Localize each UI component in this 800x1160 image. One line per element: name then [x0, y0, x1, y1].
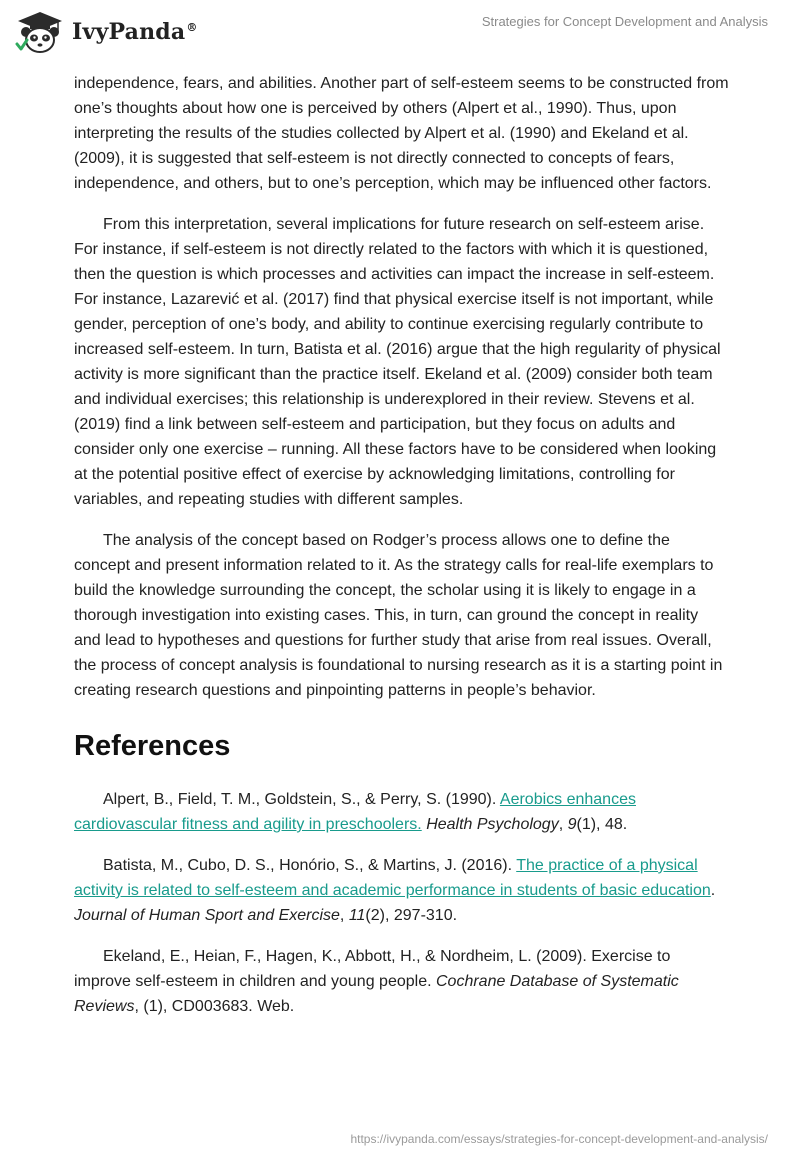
panda-graduate-icon	[14, 10, 66, 54]
source-url: https://ivypanda.com/essays/strategies-for-concept-development-and-analysis/	[350, 1132, 768, 1146]
brand-logo[interactable]	[14, 10, 198, 54]
running-title: Strategies for Concept Development and Analysis	[481, 14, 768, 29]
page-header	[0, 0, 800, 66]
reference-link[interactable]: The practice of a physical activity is related to self-esteem and academic performance in students of basic education	[74, 857, 711, 899]
references-heading: References	[74, 730, 231, 762]
body-paragraph-3: The analysis of the concept based on Rodger’s process allows one to define the concept and present information related to it. As the strategy calls for real-life exemplars to build the knowledge surrounding the concept, the scholar using it is likely to engage in a thorough investigation into existing cases. This, in turn, can ground the concept in reality and lead to hypotheses and questions for further study that arise from real issues. Overall, the process of concept analysis is foundational to nursing research as it is a starting point in creating research questions and pinpointing patterns in people’s behavior.	[74, 532, 723, 699]
body-paragraph-1: independence, fears, and abilities. Another part of self-esteem seems to be constructed from one’s thoughts about how one is perceived by others (Alpert et al., 1990). Thus, upon interpreting the results of the studies collected by Alpert et al. (1990) and Ekeland et al. (2009), it is suggested that self-esteem is not directly connected to concepts of fears, independence, and others, but to one’s perception, which may be influenced other factors.	[74, 75, 729, 192]
brand-name: IvyPanda®	[72, 19, 198, 45]
reference-link[interactable]: Aerobics enhances cardiovascular fitness and agility in preschoolers.	[74, 791, 636, 833]
reference-item: Alpert, B., Field, T. M., Goldstein, S., & Perry, S. (1990). Aerobics enhances cardiovascular fitness and agility in preschoolers. Health Psychology, 9(1), 48.	[74, 791, 636, 833]
essay-content	[74, 71, 729, 1035]
reference-item: Ekeland, E., Heian, F., Hagen, K., Abbott, H., & Nordheim, L. (2009). Exercise to improve self-esteem in children and young people. Cochrane Database of Systematic Reviews, (1), CD003683. Web.	[74, 948, 679, 1015]
body-paragraph-2: From this interpretation, several implications for future research on self-esteem arise. For instance, if self-esteem is not directly related to the factors with which it is questioned, then the question is which processes and activities can impact the increase in self-esteem. For instance, Lazarević et al. (2017) find that physical exercise itself is not important, while gender, perception of one’s body, and ability to continue exercising regularly contribute to increased self-esteem. In turn, Batista et al. (2016) argue that the high regularity of physical activity is more significant than the practice itself. Ekeland et al. (2009) consider both team and individual exercises; this relationship is underexplored in their review. Stevens et al. (2019) find a link between self-esteem and participation, but they focus on adults and consider only one exercise – running. All these factors have to be considered when looking at the potential positive effect of exercise by acknowledging limitations, controlling for variables, and repeating studies with different samples.	[74, 216, 721, 508]
reference-item: Batista, M., Cubo, D. S., Honório, S., & Martins, J. (2016). The practice of a physical activity is related to self-esteem and academic performance in students of basic education. Journal of Human Sport and Exercise, 11(2), 297-310.	[74, 857, 716, 924]
